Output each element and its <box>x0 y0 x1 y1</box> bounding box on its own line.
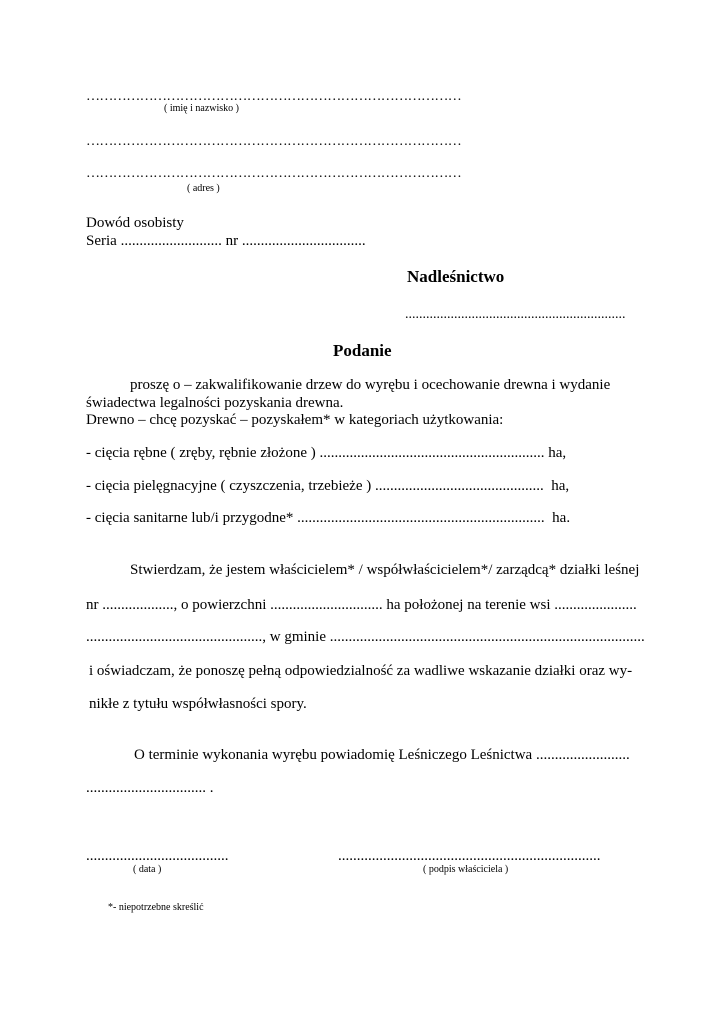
declaration-line-4: i oświadczam, że ponoszę pełną odpowiedzialność za wadliwe wskazanie działki oraz wy- <box>89 663 633 679</box>
address-dotted-line-1: ………………………………………………………………………… <box>86 134 462 149</box>
date-dotted-line: ...................................... <box>86 848 229 864</box>
notice-line-2: ................................ . <box>86 780 214 796</box>
declaration-line-3: ..............................................., w gminie .................................................................................... <box>86 629 645 645</box>
recipient-title: Nadleśnictwo <box>407 267 505 286</box>
id-series-number-line: Seria ........................... nr ................................. <box>86 233 366 249</box>
id-document-label: Dowód osobisty <box>86 215 184 231</box>
date-caption: ( data ) <box>133 864 162 875</box>
address-caption: ( adres ) <box>187 183 220 194</box>
declaration-line-5: nikłe z tytułu współwłasności spory. <box>89 696 307 712</box>
declaration-line-2: nr ..................., o powierzchni .............................. ha położonej na terenie wsi ...................... <box>86 597 637 613</box>
address-dotted-line-2: ………………………………………………………………………… <box>86 166 462 181</box>
recipient-dotted-line: ............................................................... <box>405 307 626 322</box>
cutting-category-sanitary: - cięcia sanitarne lub/i przygodne* .................................................................. ha. <box>86 510 571 526</box>
cutting-category-final: - cięcia rębne ( zręby, rębnie złożone ) ............................................................ ha, <box>86 445 567 461</box>
name-dotted-line: ………………………………………………………………………… <box>86 89 462 104</box>
request-intro-line-3: Drewno – chcę pozyskać – pozyskałem* w kategoriach użytkowania: <box>86 412 504 428</box>
footnote: *- niepotrzebne skreślić <box>108 902 204 913</box>
signature-dotted-line: ...................................................................... <box>338 848 601 864</box>
declaration-line-1: Stwierdzam, że jestem właścicielem* / współwłaścicielem*/ zarządcą* działki leśnej <box>130 562 640 578</box>
name-caption: ( imię i nazwisko ) <box>164 103 239 114</box>
cutting-category-tending: - cięcia pielęgnacyjne ( czyszczenia, trzebieże ) ............................................. ha, <box>86 478 570 494</box>
request-intro-line-1: proszę o – zakwalifikowanie drzew do wyrębu i ocechowanie drewna i wydanie <box>130 377 611 393</box>
notice-line-1: O terminie wykonania wyrębu powiadomię Leśniczego Leśnictwa ......................... <box>134 747 630 763</box>
request-intro-line-2: świadectwa legalności pozyskania drewna. <box>86 395 344 411</box>
signature-caption: ( podpis właściciela ) <box>423 864 509 875</box>
request-title: Podanie <box>333 341 392 360</box>
